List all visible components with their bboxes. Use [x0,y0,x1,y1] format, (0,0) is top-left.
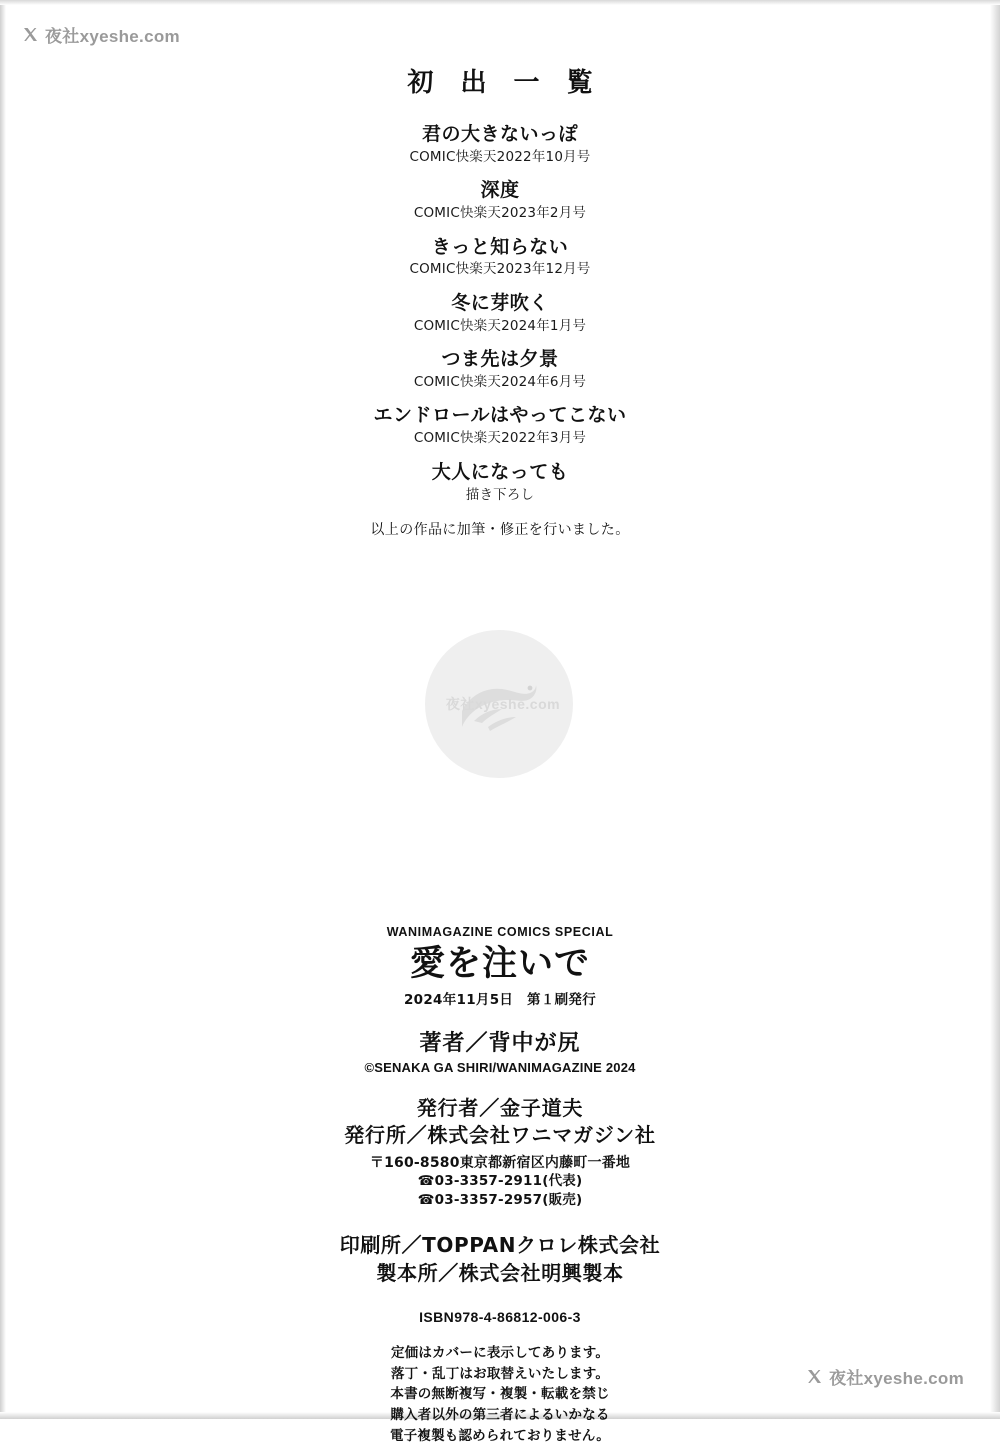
publication-date: 2024年11月5日 第１刷発行 [403,991,597,1008]
publisher-person: 発行者／金子道夫 [416,1095,584,1120]
printer-line: 印刷所／TOPPANクロレ株式会社 [339,1232,661,1257]
first-publication-entry [0,292,1000,335]
entry-work-title: 大人になっても [431,460,569,483]
watermark-bottom-label: 夜社xyeshe.com [829,1369,964,1388]
first-publication-section [0,62,1000,539]
legal-notice-line: 本書の無断複写・複製・転載を禁じ [390,1386,610,1403]
entry-work-title: 深度 [480,179,520,202]
telephone-sales: ☎03-3357-2957(販売) [417,1192,583,1209]
imprint-label: WANIMAGAZINE COMICS SPECIAL [386,925,614,939]
legal-notice-line: 電子複製も認められておりません。 [389,1428,610,1445]
entry-work-title: エンドロールはやってこない [373,404,627,427]
entry-source: COMIC快楽天2022年3月号 [413,430,587,447]
first-publication-entry [0,404,1000,447]
first-publication-entry [0,236,1000,279]
legal-notice-line: 落丁・乱丁はお取替えいたします。 [390,1365,610,1382]
telephone-main: ☎03-3357-2911(代表) [417,1172,583,1189]
first-publication-note: 以上の作品に加筆・修正を行いました。 [370,522,630,539]
entry-work-title: つま先は夕景 [441,348,559,371]
first-publication-entry [0,179,1000,222]
entry-source: COMIC快楽天2024年6月号 [413,373,587,390]
entry-work-title: 冬に芽吹く [451,291,549,314]
first-publication-entry [0,348,1000,391]
watermark-top-label: 夜社xyeshe.com [45,27,180,46]
first-publication-entry [0,123,1000,166]
entry-work-title: 君の大きないっぽ [421,123,578,145]
x-logo-icon [22,26,39,43]
book-title: 愛を注いで [409,944,590,984]
page-edge-top [0,0,1000,5]
author-line: 著者／背中が尻 [419,1030,581,1056]
watermark-top-left [22,22,180,47]
entry-source: COMIC快楽天2024年1月号 [413,317,587,334]
binder-line: 製本所／株式会社明興製本 [376,1260,624,1285]
logo-overlay-watermark: 夜社xyeshe.com [445,696,561,712]
isbn-number: ISBN978-4-86812-006-3 [419,1308,581,1325]
entry-source: COMIC快楽天2023年12月号 [409,261,591,278]
legal-notices [0,1343,1000,1447]
entry-work-title: きっと知らない [431,235,569,258]
entry-source: COMIC快楽天2023年2月号 [413,205,587,222]
copyright-line: ©SENAKA GA SHIRI/WANIMAGAZINE 2024 [364,1059,636,1075]
entry-source: COMIC快楽天2022年10月号 [409,148,591,165]
legal-notice-line: 定価はカバーに表示してあります。 [390,1344,610,1361]
first-publication-entry [0,461,1000,504]
legal-notice-line: 購入者以外の第三者によるいかなる [390,1407,610,1424]
colophon-section [0,925,1000,1447]
publisher-address: 〒160-8580東京都新宿区内藤町一番地 [369,1154,631,1171]
entry-source: 描き下ろし [465,486,535,503]
first-publication-title: 初 出 一 覧 [407,68,602,98]
publisher-company: 発行所／株式会社ワニマガジン社 [344,1122,656,1147]
